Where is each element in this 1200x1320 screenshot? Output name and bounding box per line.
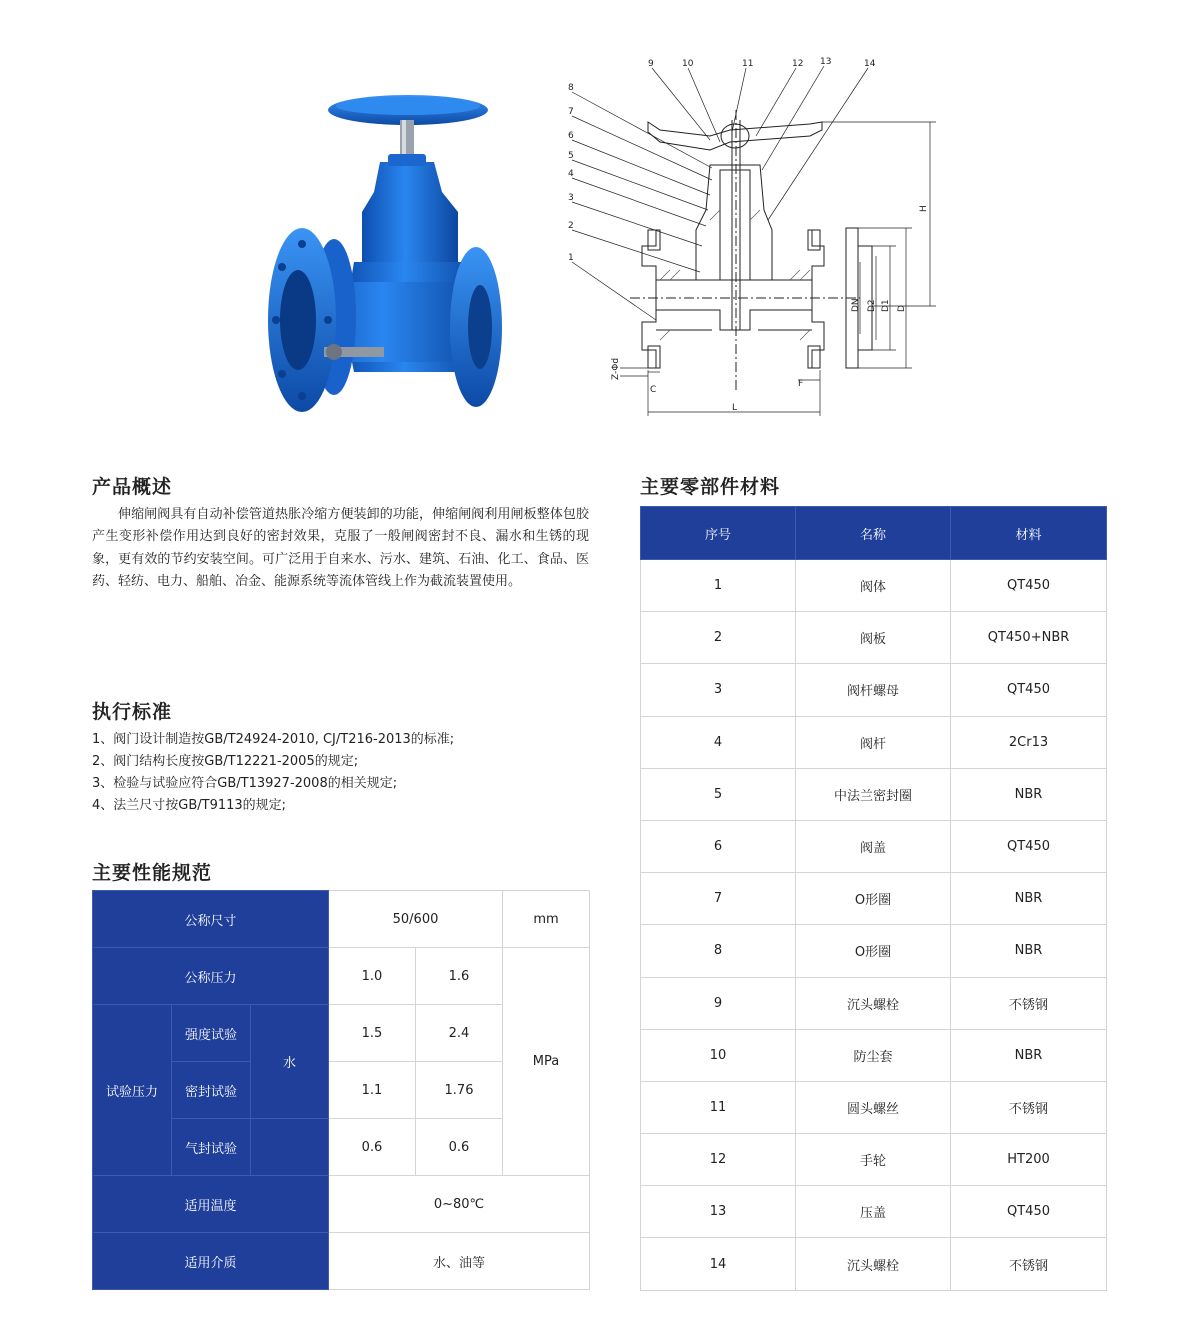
cell-name: 阀杆 (796, 716, 951, 768)
nominal-size-label: 公称尺寸 (93, 891, 329, 948)
cell-name: 阀杆螺母 (796, 664, 951, 716)
callout-12: 12 (792, 59, 804, 69)
cell-index: 1 (641, 560, 796, 612)
seal-value-a: 1.1 (329, 1062, 416, 1119)
callout-13: 13 (820, 57, 832, 67)
dim-z: Z-Φd (611, 357, 621, 380)
cell-material: NBR (951, 925, 1107, 977)
cell-name: 阀盖 (796, 820, 951, 872)
table-row (641, 1186, 1107, 1238)
cell-material: 不锈钢 (951, 977, 1107, 1029)
dim-d1: D1 (881, 299, 891, 312)
cell-material: QT450 (951, 664, 1107, 716)
overview-text: 伸缩闸阀具有自动补偿管道热胀冷缩方便装卸的功能，伸缩闸阀利用闸板整体包胶产生变形补偿作用达到良好的密封效果，克服了一般闸阀密封不良、漏水和生锈的现象，更有效的节约安装空间。可广泛用于自来水、污水、建筑、石油、化工、食品、医药、轻纺、电力、船舶、冶金、能源系统等流体管线上作为截流装置使用。 (92, 507, 589, 590)
cell-index: 12 (641, 1134, 796, 1186)
air-value-b: 0.6 (416, 1119, 503, 1176)
callout-10: 10 (682, 59, 694, 69)
table-row (641, 873, 1107, 925)
pressure-value-b: 1.6 (416, 948, 503, 1005)
dim-l: L (732, 403, 738, 413)
cell-index: 13 (641, 1186, 796, 1238)
overview-title: 产品概述 (92, 476, 173, 498)
cell-index: 10 (641, 1029, 796, 1081)
cell-material: QT450 (951, 560, 1107, 612)
standard-item: 3、检验与试验应符合GB/T13927-2008的相关规定; (92, 776, 398, 791)
gate-valve-image (262, 92, 504, 414)
nominal-pressure-label: 公称压力 (93, 948, 329, 1005)
cell-name: 压盖 (796, 1186, 951, 1238)
standards-title: 执行标准 (92, 701, 173, 723)
product-photo (262, 92, 504, 414)
cell-name: 手轮 (796, 1134, 951, 1186)
cell-name: 阀板 (796, 612, 951, 664)
callout-8: 8 (568, 83, 574, 93)
temperature-label: 适用温度 (93, 1176, 329, 1233)
parts-title: 主要零部件材料 (640, 476, 781, 498)
standard-item: 1、阀门设计制造按GB/T24924-2010, CJ/T216-2013的标准; (92, 732, 455, 747)
cell-index: 9 (641, 977, 796, 1029)
cell-material: QT450+NBR (951, 612, 1107, 664)
table-row (641, 977, 1107, 1029)
callout-9: 9 (648, 59, 654, 69)
cell-name: O形圈 (796, 873, 951, 925)
cell-index: 2 (641, 612, 796, 664)
medium-label: 适用介质 (93, 1233, 329, 1290)
callout-11: 11 (742, 59, 754, 69)
specs-title: 主要性能规范 (92, 862, 213, 884)
dim-d2: D2 (867, 299, 877, 312)
table-row (641, 1238, 1107, 1290)
cell-name: 阀体 (796, 560, 951, 612)
seal-value-b: 1.76 (416, 1062, 503, 1119)
pressure-unit: MPa (503, 948, 590, 1176)
parts-table (640, 506, 1107, 1291)
table-row (641, 664, 1107, 716)
callout-5: 5 (568, 151, 574, 161)
cell-material: QT450 (951, 820, 1107, 872)
test-pressure-label: 试验压力 (93, 1005, 172, 1176)
air-value-a: 0.6 (329, 1119, 416, 1176)
callout-7: 7 (568, 107, 574, 117)
cell-name: 圆头螺丝 (796, 1081, 951, 1133)
cell-material: 不锈钢 (951, 1238, 1107, 1290)
standard-item: 4、法兰尺寸按GB/T9113的规定; (92, 798, 287, 813)
callout-1: 1 (568, 253, 574, 263)
table-row (641, 716, 1107, 768)
table-row (641, 925, 1107, 977)
air-test-label: 气封试验 (172, 1119, 251, 1176)
cell-index: 7 (641, 873, 796, 925)
medium-value: 水、油等 (329, 1233, 590, 1290)
cell-index: 4 (641, 716, 796, 768)
cell-material: NBR (951, 1029, 1107, 1081)
pressure-value-a: 1.0 (329, 948, 416, 1005)
cell-material: 不锈钢 (951, 1081, 1107, 1133)
nominal-size-value: 50/600 (329, 891, 503, 948)
table-row (641, 560, 1107, 612)
table-row (641, 612, 1107, 664)
header-index: 序号 (641, 507, 796, 560)
callout-3: 3 (568, 193, 574, 203)
table-row (641, 1081, 1107, 1133)
cell-material: HT200 (951, 1134, 1107, 1186)
nominal-size-unit: mm (503, 891, 590, 948)
cell-name: 沉头螺栓 (796, 977, 951, 1029)
header-material: 材料 (951, 507, 1107, 560)
dim-d: D (897, 305, 907, 312)
cell-index: 5 (641, 768, 796, 820)
seal-test-label: 密封试验 (172, 1062, 251, 1119)
strength-value-b: 2.4 (416, 1005, 503, 1062)
cell-name: O形圈 (796, 925, 951, 977)
cell-material: NBR (951, 768, 1107, 820)
dim-f: F (798, 379, 804, 389)
dim-h: H (919, 205, 929, 212)
standard-item: 2、阀门结构长度按GB/T12221-2005的规定; (92, 754, 359, 769)
cell-name: 沉头螺栓 (796, 1238, 951, 1290)
cell-index: 14 (641, 1238, 796, 1290)
temperature-value: 0~80℃ (329, 1176, 590, 1233)
callout-2: 2 (568, 221, 574, 231)
specs-table (92, 890, 590, 1290)
cell-name: 防尘套 (796, 1029, 951, 1081)
callout-6: 6 (568, 131, 574, 141)
cell-index: 8 (641, 925, 796, 977)
medium-water-label: 水 (251, 1005, 329, 1119)
cell-material: NBR (951, 873, 1107, 925)
valve-section-drawing (560, 50, 960, 425)
cell-index: 3 (641, 664, 796, 716)
cell-material: QT450 (951, 1186, 1107, 1238)
callout-4: 4 (568, 169, 574, 179)
cell-material: 2Cr13 (951, 716, 1107, 768)
dim-c: C (650, 385, 657, 395)
callout-14: 14 (864, 59, 876, 69)
dim-dn: DN (851, 298, 861, 312)
strength-test-label: 强度试验 (172, 1005, 251, 1062)
header-name: 名称 (796, 507, 951, 560)
cell-index: 11 (641, 1081, 796, 1133)
air-test-blank (251, 1119, 329, 1176)
table-row (641, 1134, 1107, 1186)
technical-drawing (560, 50, 960, 425)
table-row (641, 768, 1107, 820)
standards-list (92, 729, 592, 817)
cell-name: 中法兰密封圈 (796, 768, 951, 820)
cell-index: 6 (641, 820, 796, 872)
table-row (641, 820, 1107, 872)
strength-value-a: 1.5 (329, 1005, 416, 1062)
table-row (641, 1029, 1107, 1081)
